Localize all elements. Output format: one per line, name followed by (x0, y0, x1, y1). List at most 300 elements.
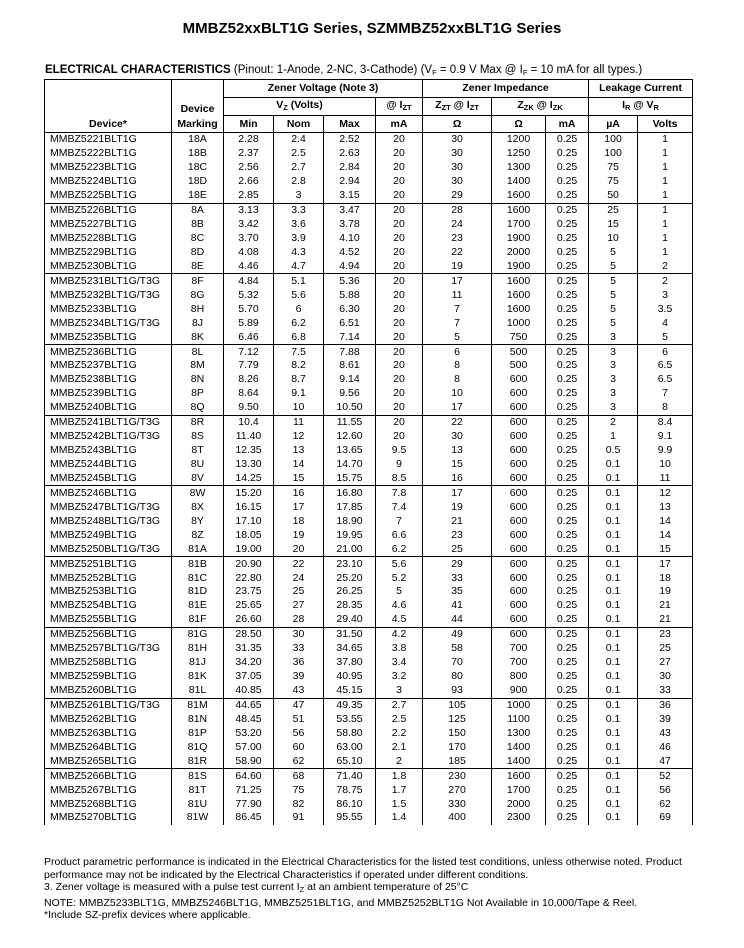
table-row (45, 401, 693, 415)
cell-vz-nom: 19 (274, 528, 324, 542)
table-row (45, 670, 693, 684)
table-row (45, 415, 693, 429)
cell-zzk: 1600 (492, 769, 546, 783)
cell-izk: 0.25 (546, 444, 589, 458)
cell-vr: 47 (638, 754, 693, 768)
note-availability: NOTE: MMBZ5233BLT1G, MMBZ5246BLT1G, MMBZ5251BLT1G, and MMBZ5252BLT1G Not Available in 10,000/Tape & Reel. (44, 896, 638, 909)
cell-ir: 0.1 (589, 712, 638, 726)
cell-vz-min: 3.70 (224, 232, 274, 246)
cell-izk: 0.25 (546, 740, 589, 754)
cell-vz-nom: 28 (274, 613, 324, 627)
cell-device: MMBZ5266BLT1G (45, 769, 172, 783)
cell-device: MMBZ5251BLT1G (45, 557, 172, 571)
cell-izk: 0.25 (546, 684, 589, 698)
cell-zzt: 23 (423, 528, 492, 542)
cell-vz-max: 31.50 (324, 627, 376, 641)
cell-vz-min: 25.65 (224, 599, 274, 613)
cell-vz-max: 5.36 (324, 274, 376, 288)
cell-marking: 81N (172, 712, 224, 726)
cell-vz-nom: 3.6 (274, 218, 324, 232)
cell-zzk: 600 (492, 458, 546, 472)
cell-ir: 25 (589, 203, 638, 217)
cell-device: MMBZ5257BLT1G/T3G (45, 642, 172, 656)
cell-ir: 5 (589, 259, 638, 273)
cell-marking: 18A (172, 133, 224, 147)
cell-marking: 8Z (172, 528, 224, 542)
cell-zzk: 600 (492, 599, 546, 613)
cell-zzk: 1200 (492, 133, 546, 147)
cell-zzk: 1300 (492, 726, 546, 740)
cell-ir: 0.1 (589, 627, 638, 641)
table-row (45, 133, 693, 147)
cell-ir: 0.1 (589, 769, 638, 783)
cell-zzt: 10 (423, 387, 492, 401)
cell-marking: 8L (172, 345, 224, 359)
unit-nom: Nom (274, 116, 324, 133)
table-row (45, 161, 693, 175)
cell-ir: 5 (589, 288, 638, 302)
cell-izk: 0.25 (546, 373, 589, 387)
table-row (45, 246, 693, 260)
cell-izt: 9 (376, 458, 423, 472)
cell-izk: 0.25 (546, 599, 589, 613)
cell-vz-min: 22.80 (224, 571, 274, 585)
cell-zzt: 49 (423, 627, 492, 641)
cell-device: MMBZ5224BLT1G (45, 175, 172, 189)
cell-vz-min: 23.75 (224, 585, 274, 599)
cell-izt: 8.5 (376, 472, 423, 486)
table-row (45, 472, 693, 486)
cell-vr: 1 (638, 175, 693, 189)
cell-marking: 81E (172, 599, 224, 613)
cell-vz-nom: 68 (274, 769, 324, 783)
cell-vz-min: 17.10 (224, 514, 274, 528)
cell-izk: 0.25 (546, 769, 589, 783)
cell-izt: 2.1 (376, 740, 423, 754)
cell-vz-min: 4.08 (224, 246, 274, 260)
cell-vz-nom: 4.3 (274, 246, 324, 260)
table-row (45, 585, 693, 599)
cell-vz-max: 65.10 (324, 754, 376, 768)
cell-zzt: 35 (423, 585, 492, 599)
note-sz-prefix: *Include SZ-prefix devices where applicable. (44, 909, 251, 922)
cell-vz-max: 45.15 (324, 684, 376, 698)
cell-zzt: 22 (423, 246, 492, 260)
cell-marking: 8W (172, 486, 224, 500)
cell-vz-nom: 13 (274, 444, 324, 458)
cell-vz-max: 4.94 (324, 259, 376, 273)
cell-ir: 0.1 (589, 698, 638, 712)
cell-device: MMBZ5260BLT1G (45, 684, 172, 698)
cell-zzt: 125 (423, 712, 492, 726)
cell-izt: 2.5 (376, 712, 423, 726)
cell-zzt: 8 (423, 373, 492, 387)
cell-vz-max: 6.51 (324, 316, 376, 330)
cell-device: MMBZ5232BLT1G/T3G (45, 288, 172, 302)
cell-marking: 8S (172, 430, 224, 444)
table-row (45, 599, 693, 613)
table-row (45, 698, 693, 712)
cell-marking: 8J (172, 316, 224, 330)
cell-vz-nom: 5.6 (274, 288, 324, 302)
table-row (45, 684, 693, 698)
cell-marking: 8P (172, 387, 224, 401)
cell-vz-max: 34.65 (324, 642, 376, 656)
header-vz: $V_Z$ (Volts) (224, 98, 376, 116)
header-zzk: $Z_{ZK}$ @ $I_{ZK}$ (492, 98, 589, 116)
cell-vz-nom: 82 (274, 797, 324, 811)
cell-zzt: 105 (423, 698, 492, 712)
cell-vz-max: 2.94 (324, 175, 376, 189)
cell-vz-min: 7.79 (224, 359, 274, 373)
cell-ir: 0.1 (589, 670, 638, 684)
cell-vz-max: 14.70 (324, 458, 376, 472)
cell-vz-min: 2.85 (224, 189, 274, 203)
cell-ir: 3 (589, 345, 638, 359)
cell-vz-max: 18.90 (324, 514, 376, 528)
notes (44, 856, 704, 922)
cell-vr: 1 (638, 161, 693, 175)
cell-zzk: 1100 (492, 712, 546, 726)
cell-zzk: 600 (492, 557, 546, 571)
cell-device: MMBZ5265BLT1G (45, 754, 172, 768)
cell-vz-max: 11.55 (324, 415, 376, 429)
cell-device: MMBZ5228BLT1G (45, 232, 172, 246)
cell-vz-nom: 75 (274, 783, 324, 797)
cell-vz-nom: 6 (274, 302, 324, 316)
cell-device: MMBZ5249BLT1G (45, 528, 172, 542)
cell-vz-min: 9.50 (224, 401, 274, 415)
cell-izt: 20 (376, 302, 423, 316)
cell-vz-max: 78.75 (324, 783, 376, 797)
cell-device: MMBZ5253BLT1G (45, 585, 172, 599)
cell-zzk: 1700 (492, 783, 546, 797)
table-row (45, 444, 693, 458)
cell-izk: 0.25 (546, 571, 589, 585)
cell-vz-max: 3.78 (324, 218, 376, 232)
cell-zzk: 2300 (492, 811, 546, 825)
cell-izt: 20 (376, 387, 423, 401)
cell-ir: 0.1 (589, 811, 638, 825)
cell-vr: 14 (638, 514, 693, 528)
cell-vz-max: 95.55 (324, 811, 376, 825)
table-row (45, 387, 693, 401)
header-leakage-current: Leakage Current (589, 80, 693, 98)
cell-device: MMBZ5240BLT1G (45, 401, 172, 415)
cell-vz-nom: 7.5 (274, 345, 324, 359)
cell-device: MMBZ5250BLT1G/T3G (45, 542, 172, 556)
cell-ir: 0.1 (589, 486, 638, 500)
cell-marking: 18C (172, 161, 224, 175)
cell-zzk: 600 (492, 373, 546, 387)
table-row (45, 147, 693, 161)
cell-vz-nom: 60 (274, 740, 324, 754)
cell-vz-nom: 3.3 (274, 203, 324, 217)
cell-zzt: 23 (423, 232, 492, 246)
cell-zzt: 7 (423, 316, 492, 330)
cell-ir: 0.1 (589, 514, 638, 528)
cell-izk: 0.25 (546, 458, 589, 472)
cell-ir: 75 (589, 161, 638, 175)
table-row (45, 557, 693, 571)
cell-ir: 0.1 (589, 458, 638, 472)
cell-vz-nom: 8.7 (274, 373, 324, 387)
cell-zzk: 600 (492, 542, 546, 556)
cell-vz-min: 2.66 (224, 175, 274, 189)
cell-device: MMBZ5246BLT1G (45, 486, 172, 500)
cell-ir: 0.1 (589, 557, 638, 571)
cell-vz-max: 71.40 (324, 769, 376, 783)
cell-ir: 0.1 (589, 642, 638, 656)
cell-vz-max: 2.63 (324, 147, 376, 161)
cell-device: MMBZ5244BLT1G (45, 458, 172, 472)
cell-ir: 0.1 (589, 797, 638, 811)
cell-vz-nom: 51 (274, 712, 324, 726)
table-row (45, 514, 693, 528)
cell-vz-max: 13.65 (324, 444, 376, 458)
cell-izt: 20 (376, 430, 423, 444)
cell-device: MMBZ5263BLT1G (45, 726, 172, 740)
cell-zzk: 1000 (492, 316, 546, 330)
cell-vz-min: 40.85 (224, 684, 274, 698)
cell-marking: 81T (172, 783, 224, 797)
cell-vr: 3 (638, 288, 693, 302)
cell-marking: 18B (172, 147, 224, 161)
cell-vz-min: 16.15 (224, 500, 274, 514)
table-row (45, 359, 693, 373)
cell-vr: 1 (638, 133, 693, 147)
cell-zzk: 500 (492, 345, 546, 359)
cell-device: MMBZ5247BLT1G/T3G (45, 500, 172, 514)
cell-vz-nom: 91 (274, 811, 324, 825)
cell-vz-min: 58.90 (224, 754, 274, 768)
table-row (45, 288, 693, 302)
cell-vr: 36 (638, 698, 693, 712)
cell-vz-nom: 14 (274, 458, 324, 472)
cell-marking: 81W (172, 811, 224, 825)
cell-vr: 46 (638, 740, 693, 754)
cell-vr: 1 (638, 218, 693, 232)
unit-ohm-zzk: Ω (492, 116, 546, 133)
cell-marking: 8R (172, 415, 224, 429)
cell-zzt: 93 (423, 684, 492, 698)
cell-vz-min: 2.28 (224, 133, 274, 147)
electrical-characteristics-table (44, 79, 693, 825)
cell-zzt: 8 (423, 359, 492, 373)
cell-vz-min: 19.00 (224, 542, 274, 556)
cell-marking: 81G (172, 627, 224, 641)
cell-zzt: 22 (423, 415, 492, 429)
cell-marking: 81Q (172, 740, 224, 754)
cell-vr: 6.5 (638, 373, 693, 387)
cell-izt: 4.5 (376, 613, 423, 627)
cell-izt: 6.2 (376, 542, 423, 556)
cell-marking: 81L (172, 684, 224, 698)
cell-zzk: 600 (492, 514, 546, 528)
cell-device: MMBZ5225BLT1G (45, 189, 172, 203)
cell-izk: 0.25 (546, 189, 589, 203)
cell-izk: 0.25 (546, 246, 589, 260)
cell-vz-nom: 4.7 (274, 259, 324, 273)
table-row (45, 203, 693, 217)
table-row (45, 740, 693, 754)
cell-vz-min: 34.20 (224, 656, 274, 670)
cell-ir: 0.1 (589, 571, 638, 585)
unit-min: Min (224, 116, 274, 133)
cell-ir: 0.1 (589, 726, 638, 740)
cell-vz-nom: 2.4 (274, 133, 324, 147)
cell-vz-nom: 15 (274, 472, 324, 486)
cell-izt: 20 (376, 316, 423, 330)
cell-vr: 1 (638, 147, 693, 161)
cell-zzt: 5 (423, 330, 492, 344)
cell-zzk: 1400 (492, 175, 546, 189)
cell-izt: 20 (376, 133, 423, 147)
cell-izt: 6.6 (376, 528, 423, 542)
cell-device: MMBZ5239BLT1G (45, 387, 172, 401)
table-row (45, 613, 693, 627)
cell-izk: 0.25 (546, 288, 589, 302)
cell-vz-min: 15.20 (224, 486, 274, 500)
cell-vz-min: 64.60 (224, 769, 274, 783)
cell-vr: 17 (638, 557, 693, 571)
cell-vz-nom: 9.1 (274, 387, 324, 401)
cell-vz-min: 2.37 (224, 147, 274, 161)
cell-zzt: 21 (423, 514, 492, 528)
cell-izk: 0.25 (546, 259, 589, 273)
cell-vz-max: 4.10 (324, 232, 376, 246)
cell-vz-max: 6.30 (324, 302, 376, 316)
cell-marking: 8N (172, 373, 224, 387)
cell-zzk: 1400 (492, 754, 546, 768)
cell-vz-max: 37.80 (324, 656, 376, 670)
cell-izk: 0.25 (546, 232, 589, 246)
cell-izt: 1.5 (376, 797, 423, 811)
cell-device: MMBZ5258BLT1G (45, 656, 172, 670)
cell-ir: 100 (589, 133, 638, 147)
cell-izt: 7.8 (376, 486, 423, 500)
cell-vr: 7 (638, 387, 693, 401)
cell-vz-nom: 47 (274, 698, 324, 712)
cell-device: MMBZ5241BLT1G/T3G (45, 415, 172, 429)
cell-vz-min: 44.65 (224, 698, 274, 712)
cell-device: MMBZ5267BLT1G (45, 783, 172, 797)
cell-marking: 8E (172, 259, 224, 273)
cell-zzt: 16 (423, 472, 492, 486)
cell-vz-max: 58.80 (324, 726, 376, 740)
table-row (45, 500, 693, 514)
cell-ir: 3 (589, 401, 638, 415)
cell-vz-max: 26.25 (324, 585, 376, 599)
cell-ir: 0.1 (589, 528, 638, 542)
cell-zzk: 500 (492, 359, 546, 373)
cell-zzt: 150 (423, 726, 492, 740)
cell-marking: 8G (172, 288, 224, 302)
table-row (45, 274, 693, 288)
cell-izt: 4.6 (376, 599, 423, 613)
cell-zzk: 1600 (492, 302, 546, 316)
cell-ir: 0.1 (589, 783, 638, 797)
cell-zzt: 70 (423, 656, 492, 670)
cell-izk: 0.25 (546, 542, 589, 556)
cell-vz-max: 40.95 (324, 670, 376, 684)
cell-ir: 75 (589, 175, 638, 189)
cell-device: MMBZ5230BLT1G (45, 259, 172, 273)
cell-vz-min: 4.46 (224, 259, 274, 273)
cell-vr: 1 (638, 203, 693, 217)
cell-device: MMBZ5248BLT1G/T3G (45, 514, 172, 528)
cell-vr: 4 (638, 316, 693, 330)
table-row (45, 330, 693, 344)
cell-vz-nom: 33 (274, 642, 324, 656)
cell-vz-max: 7.88 (324, 345, 376, 359)
cell-marking: 8B (172, 218, 224, 232)
cell-izk: 0.25 (546, 147, 589, 161)
cell-izt: 4.2 (376, 627, 423, 641)
cell-izk: 0.25 (546, 754, 589, 768)
cell-zzt: 30 (423, 161, 492, 175)
cell-device: MMBZ5231BLT1G/T3G (45, 274, 172, 288)
caption-pinout: (Pinout: 1-Anode, 2-NC, 3-Cathode) (233, 64, 418, 76)
cell-device: MMBZ5256BLT1G (45, 627, 172, 641)
cell-izk: 0.25 (546, 203, 589, 217)
table-body (45, 133, 693, 825)
table-row (45, 486, 693, 500)
cell-izk: 0.25 (546, 500, 589, 514)
table-row (45, 458, 693, 472)
cell-vz-nom: 36 (274, 656, 324, 670)
cell-izk: 0.25 (546, 514, 589, 528)
cell-ir: 3 (589, 330, 638, 344)
cell-device: MMBZ5264BLT1G (45, 740, 172, 754)
cell-device: MMBZ5234BLT1G/T3G (45, 316, 172, 330)
cell-vr: 33 (638, 684, 693, 698)
cell-vz-max: 9.56 (324, 387, 376, 401)
cell-zzt: 17 (423, 401, 492, 415)
cell-ir: 0.1 (589, 613, 638, 627)
cell-izk: 0.25 (546, 486, 589, 500)
cell-izk: 0.25 (546, 627, 589, 641)
cell-vr: 9.9 (638, 444, 693, 458)
cell-vz-min: 3.42 (224, 218, 274, 232)
cell-vr: 3.5 (638, 302, 693, 316)
cell-ir: 5 (589, 274, 638, 288)
cell-vz-max: 28.35 (324, 599, 376, 613)
cell-vz-nom: 24 (274, 571, 324, 585)
cell-vz-min: 12.35 (224, 444, 274, 458)
table-row (45, 542, 693, 556)
cell-vz-nom: 27 (274, 599, 324, 613)
cell-izk: 0.25 (546, 359, 589, 373)
cell-vz-max: 10.50 (324, 401, 376, 415)
cell-zzt: 30 (423, 147, 492, 161)
cell-izt: 20 (376, 232, 423, 246)
cell-vz-min: 53.20 (224, 726, 274, 740)
cell-zzt: 80 (423, 670, 492, 684)
cell-izk: 0.25 (546, 797, 589, 811)
cell-ir: 50 (589, 189, 638, 203)
cell-vz-max: 12.60 (324, 430, 376, 444)
cell-zzk: 2000 (492, 246, 546, 260)
cell-vz-nom: 16 (274, 486, 324, 500)
cell-izk: 0.25 (546, 472, 589, 486)
cell-marking: 81R (172, 754, 224, 768)
cell-marking: 8X (172, 500, 224, 514)
cell-device: MMBZ5229BLT1G (45, 246, 172, 260)
cell-izt: 20 (376, 161, 423, 175)
cell-zzt: 25 (423, 542, 492, 556)
cell-izk: 0.25 (546, 218, 589, 232)
